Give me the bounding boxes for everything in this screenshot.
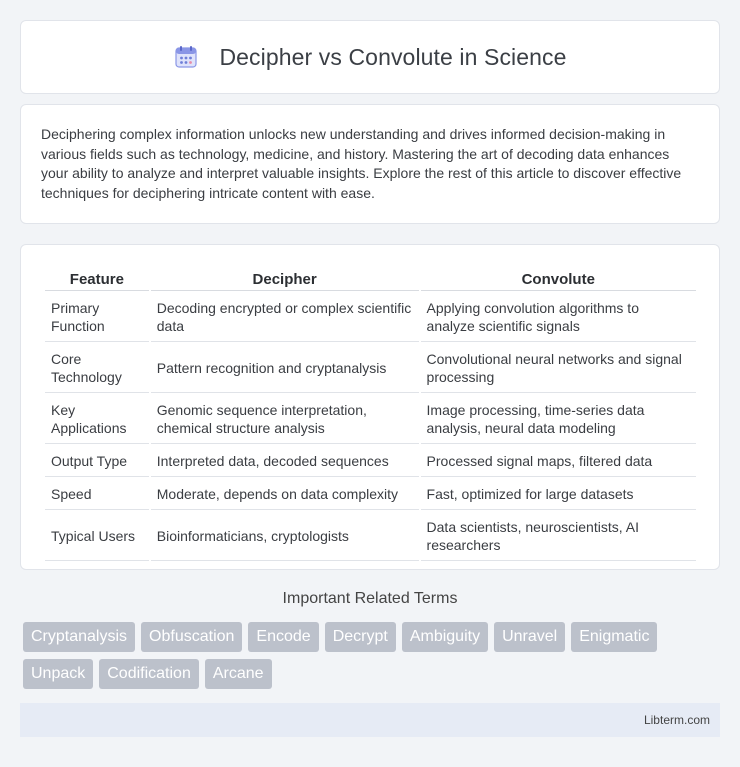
- intro-card: [20, 104, 720, 224]
- tag-codification[interactable]: Codification: [99, 659, 199, 689]
- header-card: [20, 20, 720, 94]
- calendar-icon: [173, 44, 199, 70]
- related-terms-tags: [23, 622, 723, 689]
- decipher-cell: Moderate, depends on data complexity: [151, 479, 419, 510]
- table-row: [45, 395, 696, 444]
- related-terms-title: Important Related Terms: [282, 590, 458, 607]
- table-row: [45, 446, 696, 477]
- convolute-cell: Image processing, time-series data analysis, neural data modeling: [421, 395, 696, 444]
- tag-decrypt[interactable]: Decrypt: [325, 622, 396, 652]
- tag-cryptanalysis[interactable]: Cryptanalysis: [23, 622, 135, 652]
- table-header-row: [45, 267, 696, 291]
- table-row: [45, 293, 696, 342]
- feature-cell: Speed: [45, 479, 149, 510]
- header-feature: Feature: [45, 267, 149, 291]
- title-wrap: [173, 44, 566, 71]
- page-title: Decipher vs Convolute in Science: [219, 43, 567, 70]
- decipher-cell: Pattern recognition and cryptanalysis: [151, 344, 419, 393]
- tag-encode[interactable]: Encode: [248, 622, 318, 652]
- feature-cell: Typical Users: [45, 512, 149, 561]
- decipher-cell: Genomic sequence interpretation, chemical structure analysis: [151, 395, 419, 444]
- feature-cell: Output Type: [45, 446, 149, 477]
- intro-paragraph: Deciphering complex information unlocks new understanding and drives informed decision-making in various fields such as technology, medicine, and history. Mastering the art of decoding data enhances your ability to analyze and interpret valuable insights. Explore the rest of this article to discover effective techniques for deciphering intricate content with ease.: [41, 126, 682, 201]
- footer-site-link[interactable]: Libterm.com: [643, 713, 710, 727]
- convolute-cell: Convolutional neural networks and signal processing: [421, 344, 696, 393]
- tag-ambiguity[interactable]: Ambiguity: [402, 622, 488, 652]
- tag-obfuscation[interactable]: Obfuscation: [141, 622, 242, 652]
- header-decipher: Decipher: [151, 267, 419, 291]
- table-row: [45, 512, 696, 561]
- convolute-cell: Data scientists, neuroscientists, AI researchers: [421, 512, 696, 561]
- decipher-cell: Bioinformaticians, cryptologists: [151, 512, 419, 561]
- table-row: [45, 344, 696, 393]
- convolute-cell: Fast, optimized for large datasets: [421, 479, 696, 510]
- comparison-card: [20, 244, 720, 570]
- feature-cell: Core Technology: [45, 344, 149, 393]
- convolute-cell: Applying convolution algorithms to analyze scientific signals: [421, 293, 696, 342]
- tag-enigmatic[interactable]: Enigmatic: [571, 622, 657, 652]
- decipher-cell: Interpreted data, decoded sequences: [151, 446, 419, 477]
- comparison-table: [43, 265, 698, 563]
- decipher-cell: Decoding encrypted or complex scientific data: [151, 293, 419, 342]
- feature-cell: Key Applications: [45, 395, 149, 444]
- convolute-cell: Processed signal maps, filtered data: [421, 446, 696, 477]
- tag-unravel[interactable]: Unravel: [494, 622, 565, 652]
- table-row: [45, 479, 696, 510]
- tag-arcane[interactable]: Arcane: [205, 659, 272, 689]
- feature-cell: Primary Function: [45, 293, 149, 342]
- header-convolute: Convolute: [421, 267, 696, 291]
- tag-unpack[interactable]: Unpack: [23, 659, 93, 689]
- footer: [20, 703, 720, 737]
